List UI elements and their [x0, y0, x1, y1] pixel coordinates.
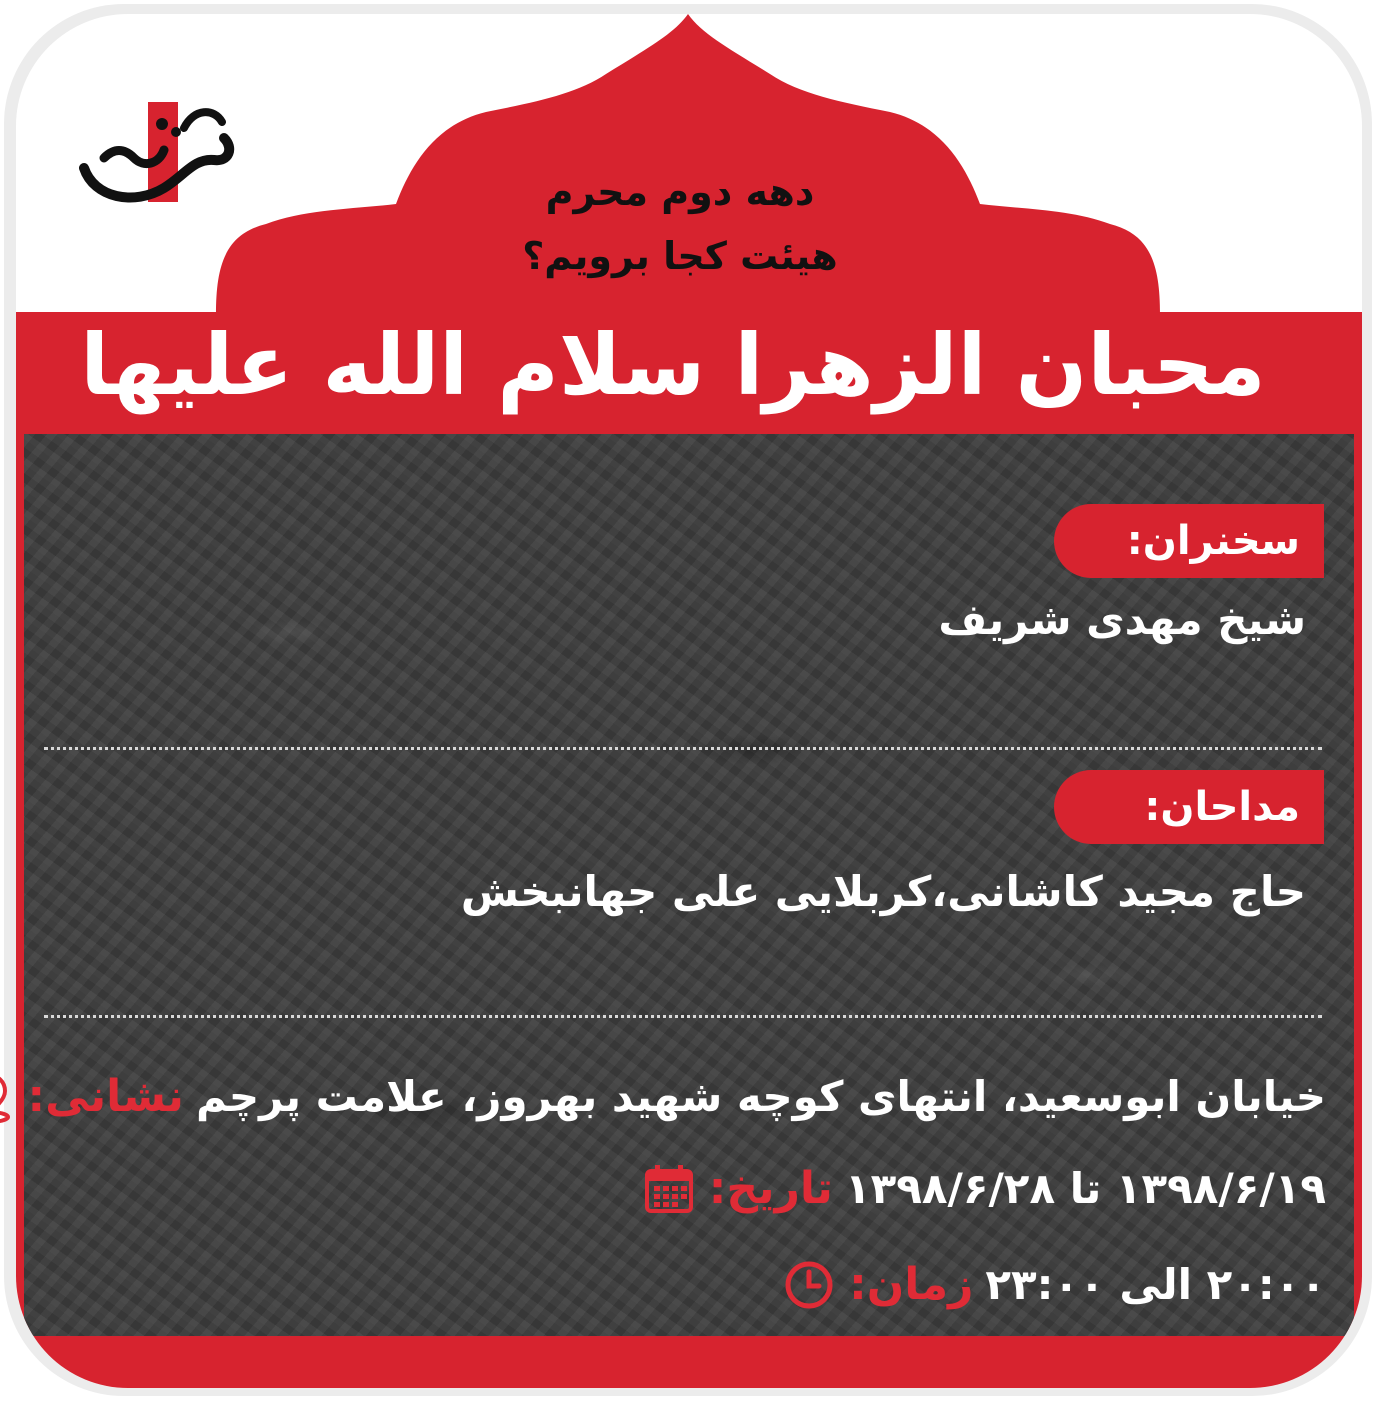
- calendar-icon: [641, 1161, 697, 1217]
- heading-line-1: دهه دوم محرم: [545, 170, 815, 214]
- eulogists-label: مداحان:: [1054, 770, 1324, 844]
- time-label: زمان:: [849, 1259, 974, 1310]
- time-value: ۲۰:۰۰ الی ۲۳:۰۰: [985, 1260, 1326, 1309]
- speakers-label: سخنران:: [1054, 504, 1324, 578]
- atigh-logo: [64, 88, 244, 213]
- address-value: خیابان ابوسعید، انتهای کوچه شهید بهروز، علامت پرچم: [195, 1072, 1326, 1121]
- location-pin-icon: [0, 1069, 16, 1125]
- date-value: ۱۳۹۸/۶/۱۹ تا ۱۳۹۸/۶/۲۸: [844, 1164, 1326, 1213]
- divider-2: [44, 1015, 1322, 1018]
- heading-block: [380, 160, 980, 288]
- divider-1: [44, 747, 1322, 750]
- heading-line-2: هیئت کجا برویم؟: [522, 234, 838, 278]
- event-title: محبان الزهرا سلام الله علیها: [80, 316, 1266, 414]
- time-row: [781, 1250, 1326, 1320]
- address-label: نشانی:: [27, 1071, 184, 1122]
- eulogists-value: حاج مجید کاشانی،کربلایی علی جهانبخش: [460, 867, 1306, 916]
- clock-icon: [781, 1257, 837, 1313]
- date-row: [641, 1154, 1326, 1224]
- speakers-value: شیخ مهدی شریف: [938, 595, 1306, 644]
- address-row: [0, 1062, 1326, 1132]
- date-label: تاریخ:: [708, 1163, 833, 1214]
